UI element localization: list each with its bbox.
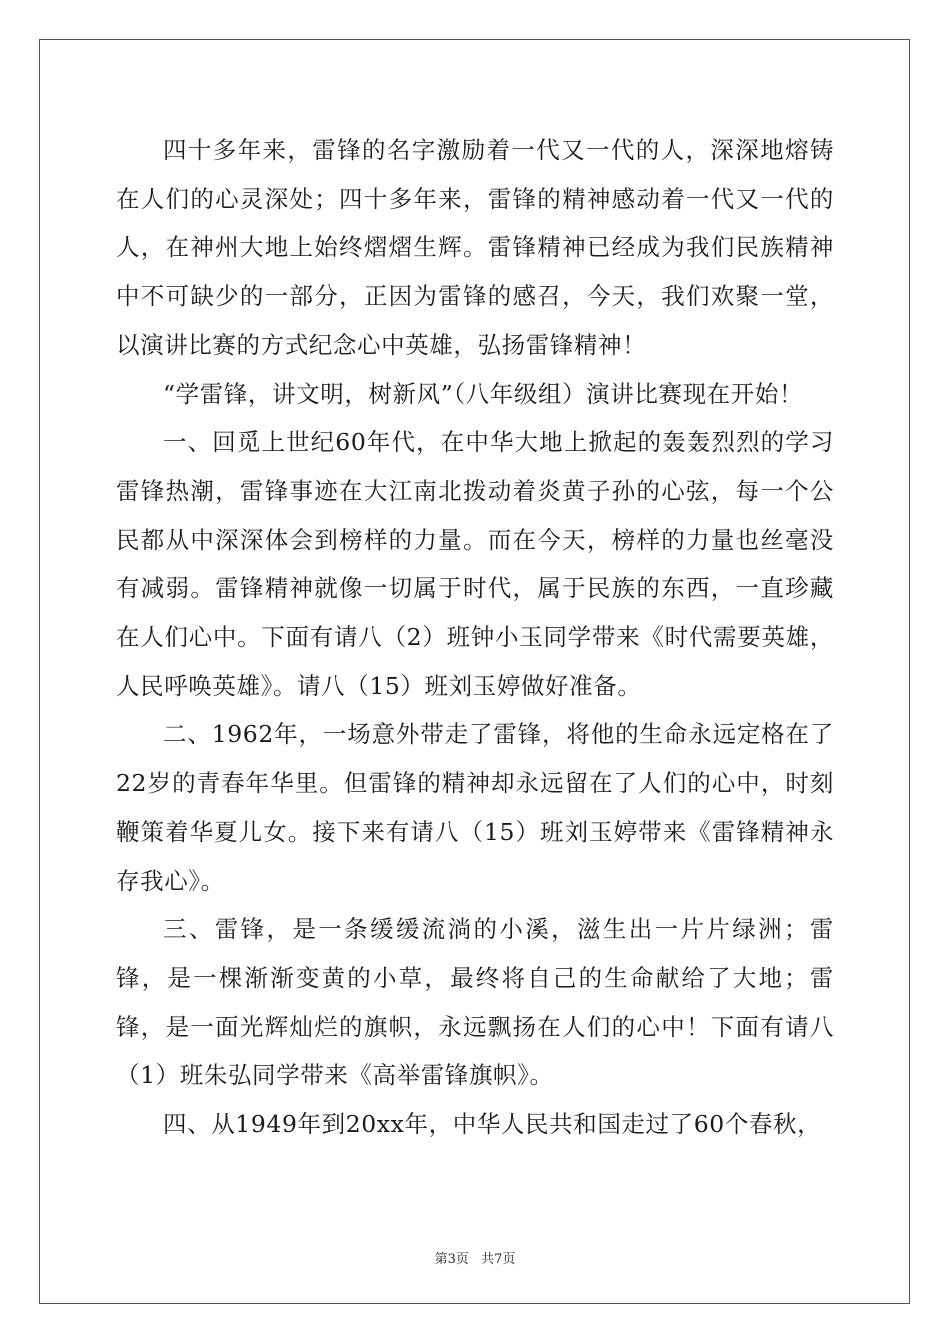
paragraph-3: 一、回觅上世纪60年代，在中华大地上掀起的轰轰烈烈的学习雷锋热潮，雷锋事迹在大江南北拨动着炎黄子孙的心弦，每一个公民都从中深深体会到榜样的力量。而在今天，榜样的力量也丝毫没有减弱。雷锋精神就像一切属于时代，属于民族的东西，一直珍藏在人们心中。下面有请八（2）班钟小玉同学带来《时代需要英雄，人民呼唤英雄》。请八（15）班刘玉婷做好准备。 bbox=[116, 428, 834, 700]
paragraph-4: 二、1962年，一场意外带走了雷锋，将他的生命永远定格在了22岁的青春年华里。但雷锋的精神却永远留在了人们的心中，时刻鞭策着华夏儿女。接下来有请八（15）班刘玉婷带来《雷锋精神永存我心》。 bbox=[116, 720, 834, 895]
paragraph-5: 三、雷锋，是一条缓缓流淌的小溪，滋生出一片片绿洲；雷锋，是一棵渐渐变黄的小草，最终将自己的生命献给了大地；雷锋，是一面光辉灿烂的旗帜，永远飘扬在人们的心中！下面有请八（1）班朱弘同学带来《高举雷锋旗帜》。 bbox=[116, 915, 834, 1090]
page-footer bbox=[0, 1248, 950, 1267]
paragraph-2: “学雷锋，讲文明，树新风”（八年级组）演讲比赛现在开始！ bbox=[163, 379, 804, 408]
document-body bbox=[116, 126, 834, 1149]
paragraph-6: 四、从1949年到20xx年，中华人民共和国走过了60个春秋， bbox=[163, 1110, 822, 1139]
paragraph-1: 四十多年来，雷锋的名字激励着一代又一代的人，深深地熔铸在人们的心灵深处；四十多年来，雷锋的精神感动着一代又一代的人，在神州大地上始终熠熠生辉。雷锋精神已经成为我们民族精神中不可缺少的一部分，正因为雷锋的感召，今天，我们欢聚一堂，以演讲比赛的方式纪念心中英雄，弘扬雷锋精神！ bbox=[116, 136, 834, 359]
page-number: 第3页 bbox=[434, 1252, 469, 1267]
page-total: 共7页 bbox=[481, 1252, 516, 1267]
